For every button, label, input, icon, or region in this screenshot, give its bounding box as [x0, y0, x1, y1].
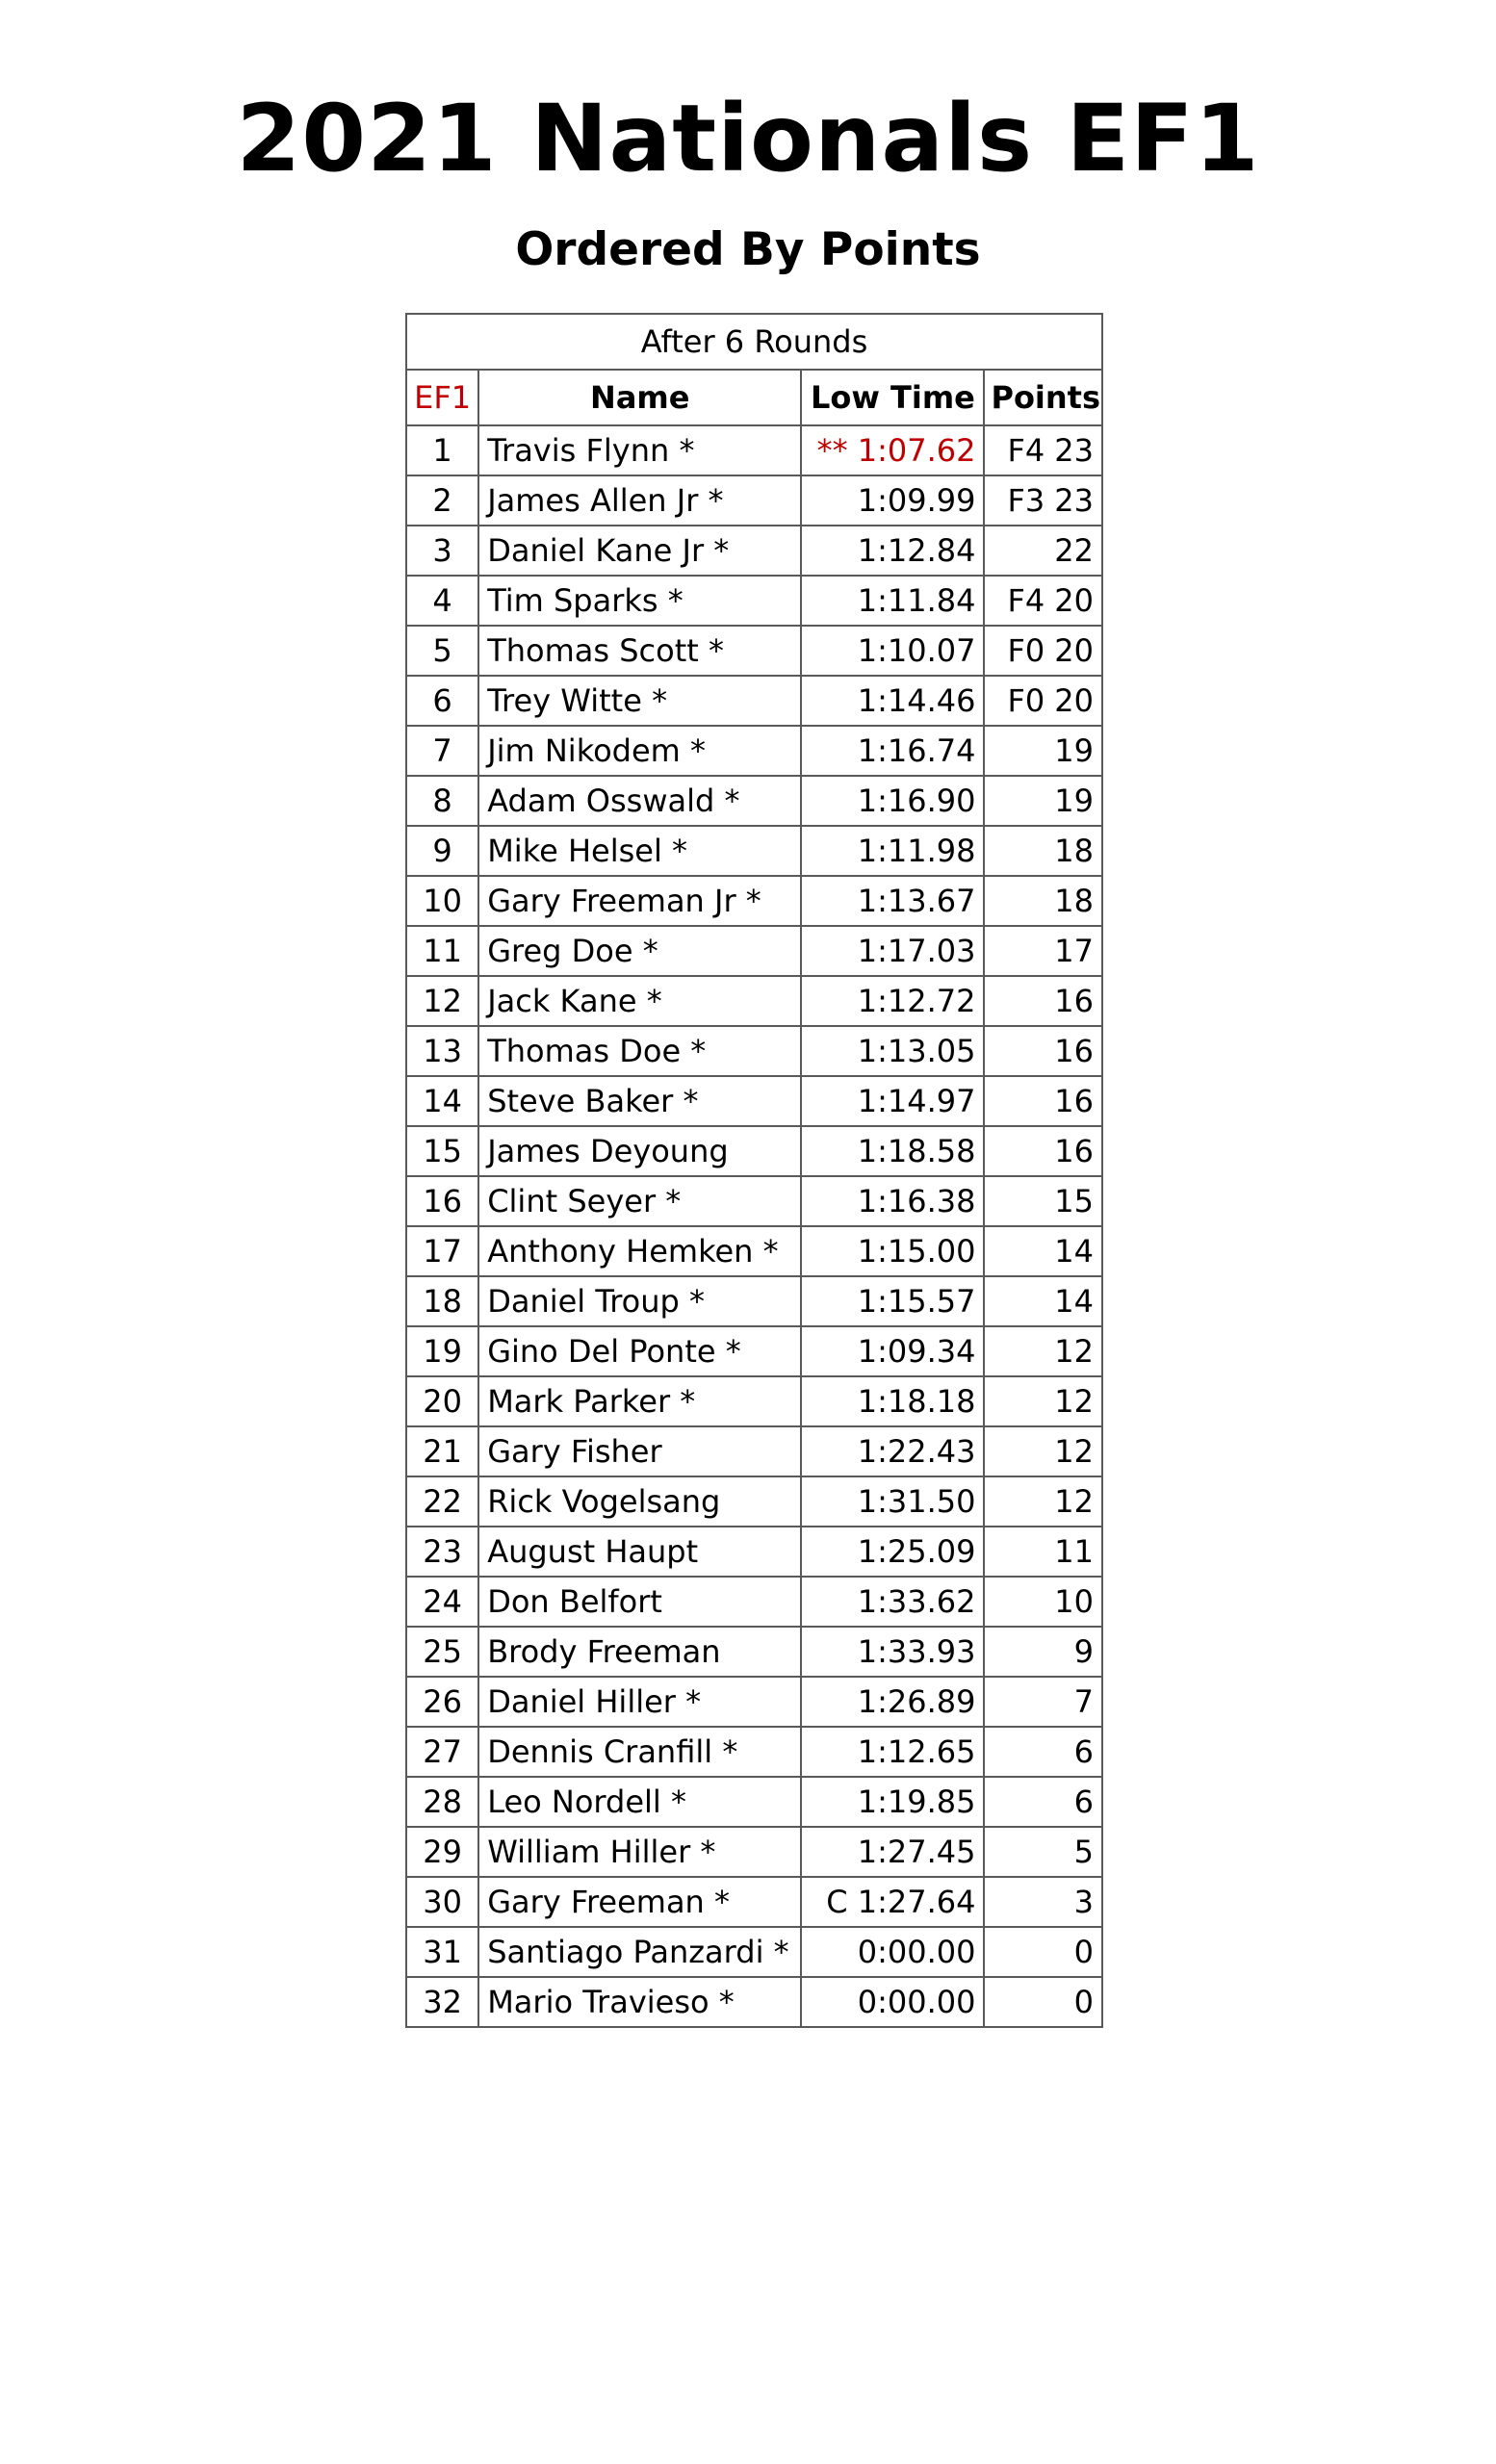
time-value: 1:16.38 — [857, 1183, 976, 1219]
points-cell — [984, 726, 1102, 776]
position-cell: 25 — [406, 1627, 478, 1677]
points-value: 22 — [1054, 532, 1094, 569]
points-value: 12 — [1054, 1483, 1094, 1520]
driver-name-cell: Rick Vogelsang — [478, 1476, 801, 1527]
low-time-cell — [801, 1076, 984, 1126]
table-row — [406, 1476, 1102, 1527]
low-time-cell — [801, 1426, 984, 1476]
position-cell: 10 — [406, 876, 478, 926]
position-cell: 3 — [406, 526, 478, 576]
time-value: 0:00.00 — [857, 1934, 976, 1970]
position-cell: 14 — [406, 1076, 478, 1126]
header-class: EF1 — [406, 370, 478, 425]
driver-name-cell: James Deyoung — [478, 1126, 801, 1176]
driver-name-cell: Daniel Troup * — [478, 1276, 801, 1326]
points-value: 23 — [1054, 432, 1094, 469]
position-cell: 17 — [406, 1226, 478, 1276]
driver-name-cell: Thomas Scott * — [478, 626, 801, 676]
table-row — [406, 1126, 1102, 1176]
low-time-cell — [801, 526, 984, 576]
points-cell — [984, 926, 1102, 976]
low-time-cell — [801, 1376, 984, 1426]
points-cell — [984, 626, 1102, 676]
header-low-time: Low Time — [801, 370, 984, 425]
time-value: 1:33.62 — [857, 1583, 976, 1620]
table-row — [406, 1627, 1102, 1677]
table-row — [406, 1376, 1102, 1426]
points-cell — [984, 1176, 1102, 1226]
points-value: 15 — [1054, 1183, 1094, 1219]
time-value: 1:12.84 — [857, 532, 976, 569]
points-value: 0 — [1073, 1984, 1094, 2020]
driver-name-cell: Gino Del Ponte * — [478, 1326, 801, 1376]
driver-name-cell: Dennis Cranfill * — [478, 1727, 801, 1777]
table-caption: After 6 Rounds — [406, 314, 1102, 370]
time-value: 1:16.90 — [857, 783, 976, 819]
low-time-cell — [801, 1176, 984, 1226]
table-row — [406, 926, 1102, 976]
time-prefix: C — [826, 1884, 848, 1920]
points-value: 20 — [1054, 682, 1094, 719]
low-time-cell — [801, 576, 984, 626]
driver-name-cell: Jack Kane * — [478, 976, 801, 1026]
table-row — [406, 1677, 1102, 1727]
driver-name-cell: Mark Parker * — [478, 1376, 801, 1426]
points-cell — [984, 776, 1102, 826]
driver-name-cell: Greg Doe * — [478, 926, 801, 976]
points-cell — [984, 1126, 1102, 1176]
points-value: 10 — [1054, 1583, 1094, 1620]
position-cell: 11 — [406, 926, 478, 976]
position-cell: 23 — [406, 1527, 478, 1577]
driver-name-cell: Thomas Doe * — [478, 1026, 801, 1076]
table-row — [406, 576, 1102, 626]
driver-name-cell: Brody Freeman — [478, 1627, 801, 1677]
points-cell — [984, 1426, 1102, 1476]
position-cell: 26 — [406, 1677, 478, 1727]
results-body — [406, 425, 1102, 2027]
points-value: 12 — [1054, 1433, 1094, 1470]
position-cell: 31 — [406, 1927, 478, 1977]
time-value: 1:26.89 — [857, 1683, 976, 1720]
table-row — [406, 1977, 1102, 2027]
table-row — [406, 1426, 1102, 1476]
time-value: 1:27.64 — [857, 1884, 976, 1920]
points-flag: F4 — [1007, 432, 1045, 469]
position-cell: 18 — [406, 1276, 478, 1326]
table-row — [406, 1727, 1102, 1777]
points-cell — [984, 475, 1102, 526]
low-time-cell — [801, 1276, 984, 1326]
time-value: 1:18.58 — [857, 1133, 976, 1169]
page-subtitle: Ordered By Points — [515, 223, 981, 276]
low-time-cell — [801, 976, 984, 1026]
points-value: 18 — [1054, 833, 1094, 869]
low-time-cell — [801, 1226, 984, 1276]
low-time-cell — [801, 1026, 984, 1076]
driver-name-cell: Gary Freeman Jr * — [478, 876, 801, 926]
results-table — [405, 313, 1103, 2028]
points-cell — [984, 676, 1102, 726]
table-row — [406, 626, 1102, 676]
points-value: 12 — [1054, 1383, 1094, 1420]
low-time-cell — [801, 1777, 984, 1827]
points-cell — [984, 1226, 1102, 1276]
time-value: 1:31.50 — [857, 1483, 976, 1520]
position-cell: 2 — [406, 475, 478, 526]
time-value: 1:25.09 — [857, 1533, 976, 1570]
low-time-cell — [801, 726, 984, 776]
table-caption-row — [406, 314, 1102, 370]
table-row — [406, 1326, 1102, 1376]
time-value: 1:14.46 — [857, 682, 976, 719]
points-cell — [984, 1326, 1102, 1376]
time-value: 1:07.62 — [857, 432, 976, 469]
position-cell: 4 — [406, 576, 478, 626]
driver-name-cell: Steve Baker * — [478, 1076, 801, 1126]
points-value: 3 — [1073, 1884, 1094, 1920]
points-value: 19 — [1054, 783, 1094, 819]
low-time-cell — [801, 826, 984, 876]
time-value: 1:09.34 — [857, 1333, 976, 1370]
points-value: 6 — [1073, 1784, 1094, 1820]
driver-name-cell: August Haupt — [478, 1527, 801, 1577]
position-cell: 15 — [406, 1126, 478, 1176]
position-cell: 8 — [406, 776, 478, 826]
driver-name-cell: Santiago Panzardi * — [478, 1927, 801, 1977]
points-cell — [984, 1276, 1102, 1326]
points-cell — [984, 1476, 1102, 1527]
low-time-cell — [801, 1727, 984, 1777]
time-value: 1:11.98 — [857, 833, 976, 869]
table-row — [406, 1176, 1102, 1226]
table-row — [406, 876, 1102, 926]
table-row — [406, 1276, 1102, 1326]
low-time-cell — [801, 475, 984, 526]
low-time-cell — [801, 1877, 984, 1927]
position-cell: 32 — [406, 1977, 478, 2027]
points-flag: F0 — [1007, 682, 1045, 719]
time-value: 1:15.57 — [857, 1283, 976, 1320]
time-value: 1:33.93 — [857, 1633, 976, 1670]
low-time-cell — [801, 425, 984, 475]
points-cell — [984, 1527, 1102, 1577]
position-cell: 24 — [406, 1577, 478, 1627]
low-time-cell — [801, 1326, 984, 1376]
points-cell — [984, 1977, 1102, 2027]
time-value: 1:15.00 — [857, 1233, 976, 1270]
driver-name-cell: Tim Sparks * — [478, 576, 801, 626]
driver-name-cell: Travis Flynn * — [478, 425, 801, 475]
time-value: 1:11.84 — [857, 582, 976, 619]
points-flag: F4 — [1007, 582, 1045, 619]
points-value: 23 — [1054, 482, 1094, 519]
low-time-cell — [801, 1677, 984, 1727]
points-cell — [984, 876, 1102, 926]
points-cell — [984, 425, 1102, 475]
points-cell — [984, 1777, 1102, 1827]
position-cell: 7 — [406, 726, 478, 776]
page-title: 2021 Nationals EF1 — [236, 85, 1260, 192]
points-value: 16 — [1054, 1133, 1094, 1169]
position-cell: 19 — [406, 1326, 478, 1376]
time-value: 1:16.74 — [857, 732, 976, 769]
time-value: 1:19.85 — [857, 1784, 976, 1820]
time-value: 1:13.05 — [857, 1033, 976, 1069]
header-points: Points — [984, 370, 1102, 425]
position-cell: 27 — [406, 1727, 478, 1777]
time-value: 1:22.43 — [857, 1433, 976, 1470]
position-cell: 16 — [406, 1176, 478, 1226]
low-time-cell — [801, 1627, 984, 1677]
low-time-cell — [801, 776, 984, 826]
time-prefix: ** — [816, 432, 848, 469]
table-row — [406, 1527, 1102, 1577]
table-row — [406, 1076, 1102, 1126]
position-cell: 6 — [406, 676, 478, 726]
position-cell: 5 — [406, 626, 478, 676]
low-time-cell — [801, 1577, 984, 1627]
table-row — [406, 1026, 1102, 1076]
points-cell — [984, 1927, 1102, 1977]
table-row — [406, 726, 1102, 776]
points-cell — [984, 826, 1102, 876]
points-flag: F3 — [1007, 482, 1045, 519]
low-time-cell — [801, 1126, 984, 1176]
points-value: 20 — [1054, 582, 1094, 619]
table-row — [406, 1827, 1102, 1877]
time-value: 1:17.03 — [857, 933, 976, 969]
table-row — [406, 1777, 1102, 1827]
time-value: 1:27.45 — [857, 1834, 976, 1870]
low-time-cell — [801, 1476, 984, 1527]
table-row — [406, 826, 1102, 876]
table-row — [406, 1577, 1102, 1627]
position-cell: 1 — [406, 425, 478, 475]
table-header-row — [406, 370, 1102, 425]
position-cell: 12 — [406, 976, 478, 1026]
points-cell — [984, 526, 1102, 576]
time-value: 1:12.72 — [857, 983, 976, 1019]
table-row — [406, 676, 1102, 726]
table-row — [406, 776, 1102, 826]
driver-name-cell: Clint Seyer * — [478, 1176, 801, 1226]
table-row — [406, 1226, 1102, 1276]
points-cell — [984, 1076, 1102, 1126]
driver-name-cell: Gary Fisher — [478, 1426, 801, 1476]
points-value: 14 — [1054, 1283, 1094, 1320]
low-time-cell — [801, 1927, 984, 1977]
points-cell — [984, 576, 1102, 626]
position-cell: 13 — [406, 1026, 478, 1076]
points-value: 9 — [1073, 1633, 1094, 1670]
points-value: 16 — [1054, 983, 1094, 1019]
points-cell — [984, 976, 1102, 1026]
table-row — [406, 1927, 1102, 1977]
points-value: 7 — [1073, 1683, 1094, 1720]
time-value: 1:13.67 — [857, 883, 976, 919]
time-value: 1:09.99 — [857, 482, 976, 519]
table-row — [406, 475, 1102, 526]
driver-name-cell: Mario Travieso * — [478, 1977, 801, 2027]
time-value: 1:10.07 — [857, 632, 976, 669]
points-value: 20 — [1054, 632, 1094, 669]
position-cell: 22 — [406, 1476, 478, 1527]
position-cell: 20 — [406, 1376, 478, 1426]
table-row — [406, 1877, 1102, 1927]
points-cell — [984, 1877, 1102, 1927]
position-cell: 29 — [406, 1827, 478, 1877]
points-value: 14 — [1054, 1233, 1094, 1270]
driver-name-cell: Jim Nikodem * — [478, 726, 801, 776]
points-value: 12 — [1054, 1333, 1094, 1370]
points-flag: F0 — [1007, 632, 1045, 669]
points-value: 5 — [1073, 1834, 1094, 1870]
points-value: 17 — [1054, 933, 1094, 969]
time-value: 0:00.00 — [857, 1984, 976, 2020]
low-time-cell — [801, 1977, 984, 2027]
table-row — [406, 526, 1102, 576]
driver-name-cell: Leo Nordell * — [478, 1777, 801, 1827]
driver-name-cell: Anthony Hemken * — [478, 1226, 801, 1276]
low-time-cell — [801, 676, 984, 726]
points-value: 16 — [1054, 1033, 1094, 1069]
low-time-cell — [801, 1827, 984, 1877]
position-cell: 21 — [406, 1426, 478, 1476]
points-cell — [984, 1677, 1102, 1727]
points-cell — [984, 1727, 1102, 1777]
points-cell — [984, 1577, 1102, 1627]
points-cell — [984, 1627, 1102, 1677]
driver-name-cell: Mike Helsel * — [478, 826, 801, 876]
table-row — [406, 976, 1102, 1026]
table-row — [406, 425, 1102, 475]
driver-name-cell: Daniel Kane Jr * — [478, 526, 801, 576]
points-value: 16 — [1054, 1083, 1094, 1119]
points-cell — [984, 1026, 1102, 1076]
position-cell: 30 — [406, 1877, 478, 1927]
points-cell — [984, 1376, 1102, 1426]
header-name: Name — [478, 370, 801, 425]
low-time-cell — [801, 1527, 984, 1577]
driver-name-cell: Daniel Hiller * — [478, 1677, 801, 1727]
points-value: 6 — [1073, 1733, 1094, 1770]
driver-name-cell: Gary Freeman * — [478, 1877, 801, 1927]
low-time-cell — [801, 926, 984, 976]
position-cell: 9 — [406, 826, 478, 876]
points-value: 18 — [1054, 883, 1094, 919]
points-cell — [984, 1827, 1102, 1877]
driver-name-cell: Adam Osswald * — [478, 776, 801, 826]
points-value: 0 — [1073, 1934, 1094, 1970]
driver-name-cell: Trey Witte * — [478, 676, 801, 726]
points-value: 11 — [1054, 1533, 1094, 1570]
position-cell: 28 — [406, 1777, 478, 1827]
time-value: 1:18.18 — [857, 1383, 976, 1420]
time-value: 1:14.97 — [857, 1083, 976, 1119]
driver-name-cell: Don Belfort — [478, 1577, 801, 1627]
low-time-cell — [801, 876, 984, 926]
driver-name-cell: James Allen Jr * — [478, 475, 801, 526]
driver-name-cell: William Hiller * — [478, 1827, 801, 1877]
points-value: 19 — [1054, 732, 1094, 769]
time-value: 1:12.65 — [857, 1733, 976, 1770]
low-time-cell — [801, 626, 984, 676]
